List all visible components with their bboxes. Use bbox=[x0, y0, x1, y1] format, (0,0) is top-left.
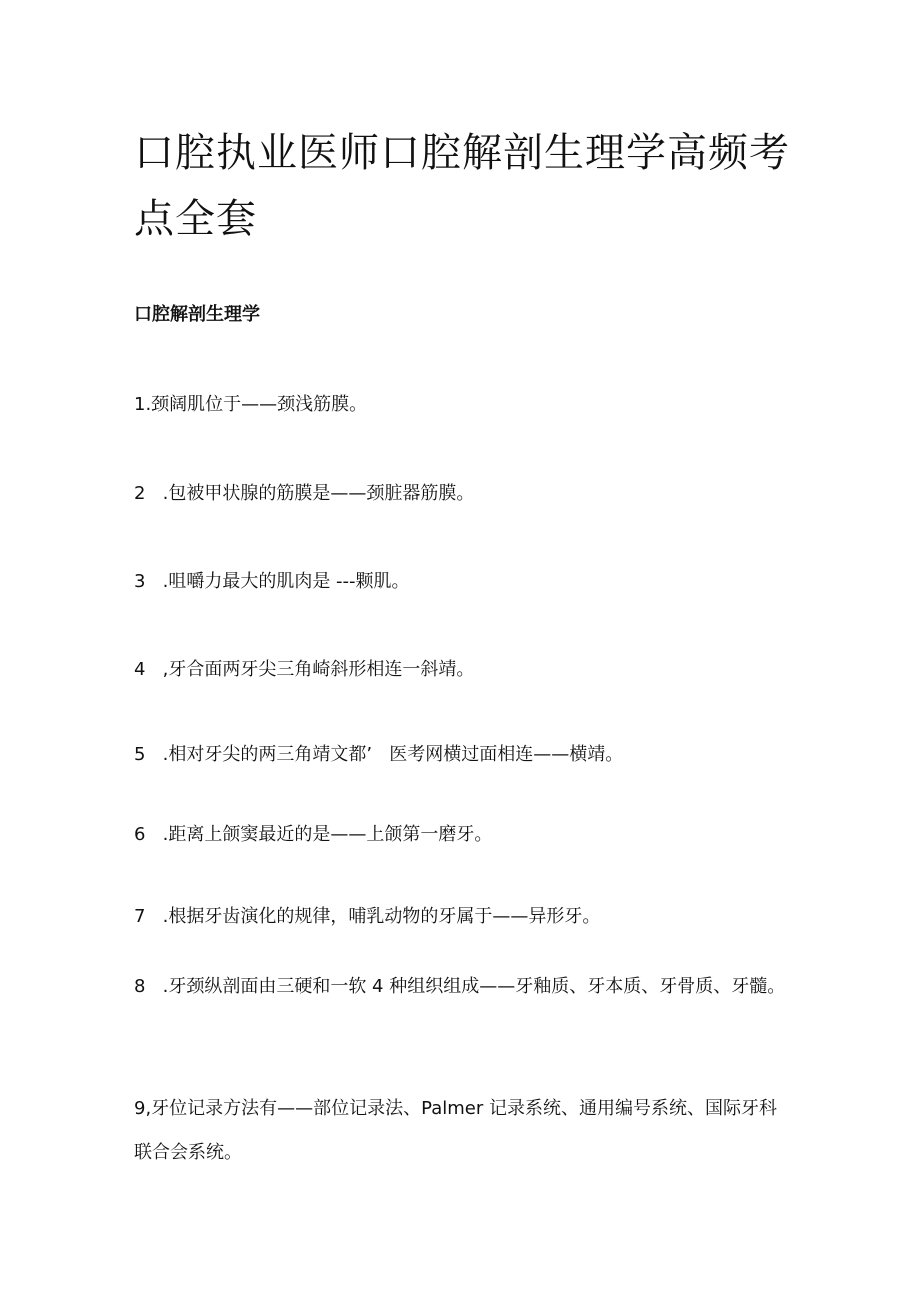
section-heading: 口腔解剖生理学 bbox=[134, 304, 260, 325]
list-item: 1.颈阔肌位于——颈浅筋膜。 bbox=[134, 394, 368, 415]
list-item: 6 .距离上颌窦最近的是——上颌第一磨牙。 bbox=[134, 824, 493, 845]
list-item: 8 .牙颈纵剖面由三硬和一软 4 种组织组成——牙釉质、牙本质、牙骨质、牙髓。 bbox=[134, 976, 786, 997]
list-item: 9,牙位记录方法有——部位记录法、Palmer 记录系统、通用编号系统、国际牙科联合会系统。 bbox=[134, 1098, 777, 1163]
list-item: 3 .咀嚼力最大的肌肉是 ---颗肌。 bbox=[134, 571, 410, 592]
list-item: 2 .包被甲状腺的筋膜是——颈脏器筋膜。 bbox=[134, 483, 475, 504]
list-item: 7 .根据牙齿演化的规律，哺乳动物的牙属于——异形牙。 bbox=[134, 906, 601, 927]
list-item: 5 .相对牙尖的两三角靖文都’ 医考网横过面相连——横靖。 bbox=[134, 744, 624, 765]
document-title: 口腔执业医师口腔解剖生理学高频考点全套 bbox=[134, 130, 790, 242]
list-item: 4 ,牙合面两牙尖三角崎斜形相连一斜靖。 bbox=[134, 659, 475, 680]
